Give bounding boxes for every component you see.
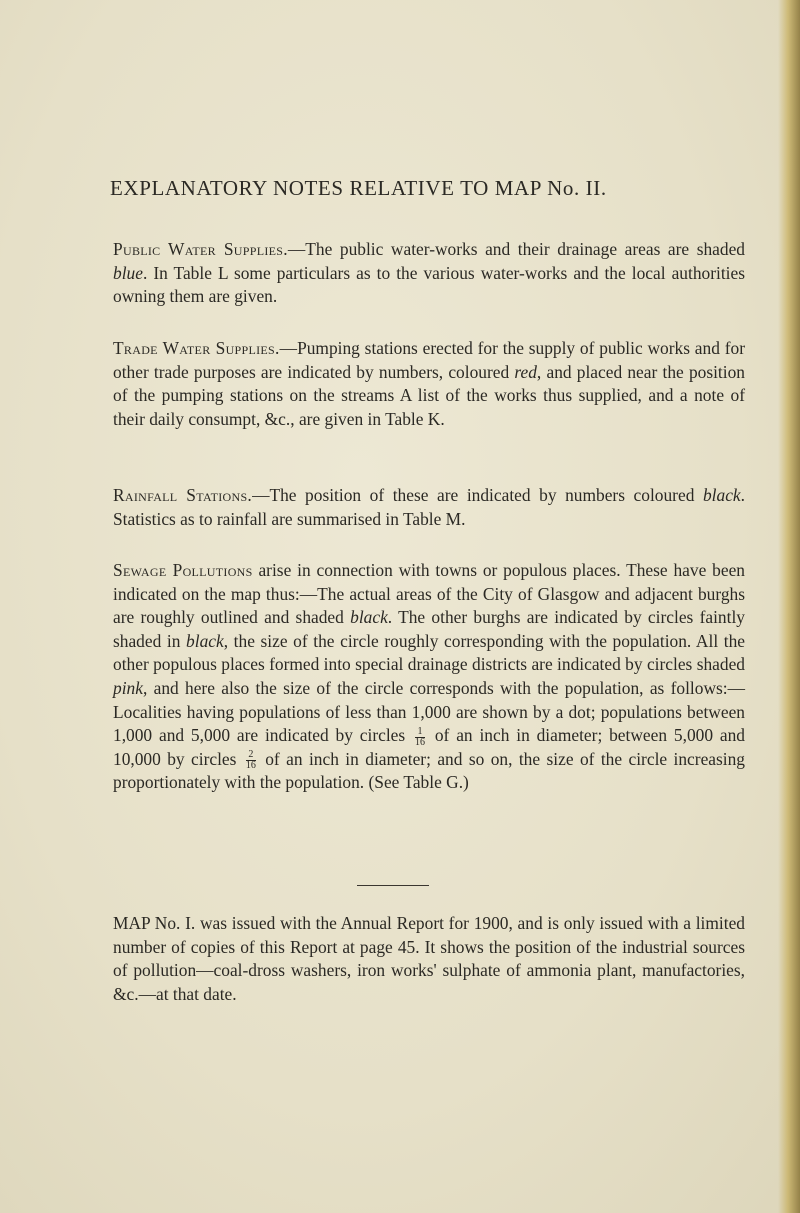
paragraph-sewage-pollutions [113,559,745,795]
fraction-one-sixteenth [415,727,425,748]
paragraph-public-water-supplies [113,238,745,309]
emphasis: black [702,485,741,505]
text-run: arise in connection with towns or populous places. These have been indicated on the map thus:—The actual areas of the City of Glasgow and adjacent burghs are roughly outlined and shaded [113,560,745,628]
page-edge-shadow [778,0,800,1213]
paragraph-text [113,239,745,306]
text-run: of an inch in diameter; between 5,000 and 10,000 by circles [113,725,745,769]
fraction-numerator: 1 [415,727,425,738]
section-divider [357,885,429,886]
text-run: was issued with the Annual Report for 1900, and is only issued with a limited number of copies of this Report at page 45. It shows the position of the industrial sources of pollution—coal-dross washers, iron works' sulphate of ammonia plant, manufactories, &c.—at that date. [113,913,745,1004]
section-heading: MAP No. I. [113,913,196,933]
text-run: of an inch in diameter; and so on, the size of the circle increasing proportionately with the population. (See Table G.) [113,748,745,793]
paragraph-map-no-1 [113,912,745,1006]
text-run: , the size of the circle roughly corresponding with the population. All the other populous places formed into special drainage districts are indicated by circles shaded [113,630,746,675]
fraction-denominator: 16 [245,760,256,772]
emphasis: black [186,630,224,651]
paragraph-text [113,485,745,529]
text-run: —The position of these are indicated by numbers coloured [252,485,703,505]
section-heading: Public Water Supplies. [113,239,288,259]
emphasis: pink [113,677,143,698]
text-run: . The other burghs are indicated by circles faintly shaded in [113,607,745,651]
emphasis: blue [113,262,143,283]
text-run: , and placed near the position of the pumping stations on the streams A list of the works thus supplied, and a note of their daily consumpt, &c., are given in Table K. [113,361,745,429]
section-heading: Rainfall Stations. [113,485,253,505]
paragraph-text [113,560,745,792]
text-run: —Pumping stations erected for the supply of public works and for other trade purposes are indicated by numbers, coloured [113,338,745,382]
text-run: , and here also the size of the circle corresponds with the population, as follows:—Localities having populations of less than 1,000 are shown by a dot; populations between 1,000 and 5,000 are indicated by circles [113,677,745,746]
page-title: EXPLANATORY NOTES RELATIVE TO MAP No. II. [110,176,607,200]
paragraph-rainfall-stations [113,484,745,531]
text-run: —The public water-works and their drainage areas are shaded [287,239,746,259]
paragraph-text [113,913,745,1004]
paragraph-trade-water-supplies [113,337,745,431]
paragraph-text [113,338,745,429]
fraction-numerator: 2 [246,750,256,761]
emphasis: black [350,607,388,628]
emphasis: red [514,361,537,382]
text-run: . Statistics as to rainfall are summarised in Table M. [113,485,745,529]
fraction-two-sixteenths [246,750,256,771]
fraction-denominator: 16 [415,736,426,748]
section-heading: Sewage Pollutions [113,560,253,580]
text-run: . In Table L some particulars as to the various water-works and the local authorities owning them are given. [113,262,745,307]
section-heading: Trade Water Supplies. [113,338,280,358]
